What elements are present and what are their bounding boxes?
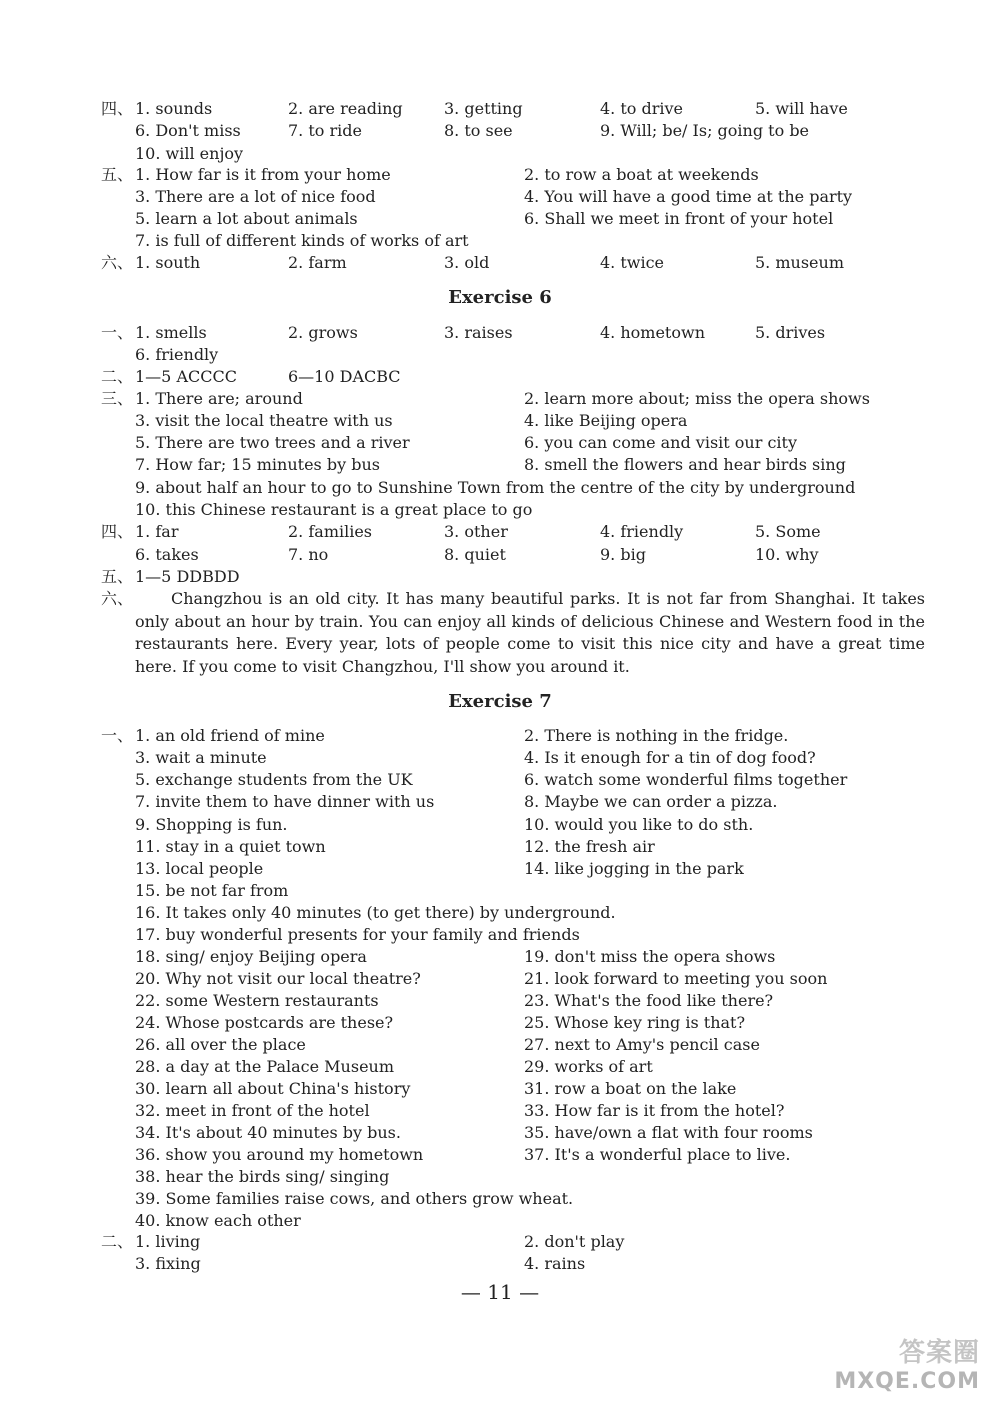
answer: 2. don't play [524,1232,625,1251]
answer: 33. How far is it from the hotel? [524,1101,785,1120]
answer: 6. Shall we meet in front of your hotel [524,209,834,228]
answer: 3. old [444,253,490,272]
section-label: 六、 [101,589,134,608]
answer: 27. next to Amy's pencil case [524,1035,760,1054]
answer: 1. How far is it from your home [135,165,391,184]
section-label: 六、 [101,253,134,272]
answer: 7. is full of different kinds of works of art [135,231,469,250]
answer: 6. Don't miss [135,121,241,140]
answer: 9. big [600,545,646,564]
answer: 6. you can come and visit our city [524,433,798,452]
section-label: 二、 [101,1232,134,1251]
section-label: 四、 [101,522,134,541]
watermark-bottom: MXQE.COM [834,1369,980,1394]
answer: 5. museum [755,253,844,272]
answer: 1. living [135,1232,201,1251]
answer: 3. other [444,522,508,541]
answer: 9. about half an hour to go to Sunshine Town from the centre of the city by underground [135,478,856,497]
answer: 7. invite them to have dinner with us [135,792,435,811]
answer: 32. meet in front of the hotel [135,1101,370,1120]
answer: 17. buy wonderful presents for your family and friends [135,925,580,944]
answer: 1. There are; around [135,389,303,408]
answer: 7. no [288,545,329,564]
answer: 2. learn more about; miss the opera shows [524,389,870,408]
answer: 28. a day at the Palace Museum [135,1057,395,1076]
answer: 23. What's the food like there? [524,991,774,1010]
answer: 40. know each other [135,1211,301,1230]
answer: 2. farm [288,253,347,272]
answer: 6. takes [135,545,199,564]
answer: 4. like Beijing opera [524,411,688,430]
answer: 10. this Chinese restaurant is a great place to go [135,500,533,519]
answer: 8. Maybe we can order a pizza. [524,792,778,811]
answer: 1. south [135,253,201,272]
answer: 38. hear the birds sing/ singing [135,1167,390,1186]
answer: 2. to row a boat at weekends [524,165,759,184]
answer: 3. getting [444,99,523,118]
answer: 9. Will; be/ Is; going to be [600,121,810,140]
section-label: 五、 [101,165,134,184]
answer: 34. It's about 40 minutes by bus. [135,1123,401,1142]
answer: 21. look forward to meeting you soon [524,969,828,988]
answer: 4. hometown [600,323,705,342]
section-label: 一、 [101,323,134,342]
answer: 4. You will have a good time at the party [524,187,853,206]
answer: 5. learn a lot about animals [135,209,358,228]
watermark-logo [834,1332,980,1394]
answer: 1—5 DDBDD [135,567,240,586]
answer: 22. some Western restaurants [135,991,379,1010]
answer: 3. There are a lot of nice food [135,187,376,206]
answer: 5. drives [755,323,826,342]
answer: 29. works of art [524,1057,653,1076]
answer: 10. will enjoy [135,144,244,163]
answer: 12. the fresh air [524,837,655,856]
answer: 8. smell the flowers and hear birds sing [524,455,846,474]
answer: 2. There is nothing in the fridge. [524,726,789,745]
answer: 7. How far; 15 minutes by bus [135,455,380,474]
answer: 7. to ride [288,121,362,140]
answer: 26. all over the place [135,1035,306,1054]
watermark-top: 答案圈 [898,1338,980,1368]
page-number: — 11 — [460,1280,540,1304]
answer: 1. smells [135,323,207,342]
answer: 10. why [755,545,819,564]
answer: 31. row a boat on the lake [524,1079,737,1098]
answer: 10. would you like to do sth. [524,815,754,834]
answer: 39. Some families raise cows, and others grow wheat. [135,1189,574,1208]
ex6-f-paragraph: Changzhou is an old city. It has many beautiful parks. It is not far from Shanghai. It takes only about an hour by train. You can enjoy all kinds of delicious Chinese and Western food in the restaurants here. Every year, lots of people come to visit this nice city and have a great time here. If you come to visit Changzhou, I'll show you around it. [135,589,925,676]
answer: 3. raises [444,323,513,342]
answer: 15. be not far from [135,881,289,900]
answer: 24. Whose postcards are these? [135,1013,394,1032]
answer: 2. families [288,522,373,541]
answer: 1—5 ACCCC [135,367,237,386]
answer: 3. wait a minute [135,748,267,767]
exercise-7-title: Exercise 7 [448,691,552,712]
answer: 9. Shopping is fun. [135,815,288,834]
answer: 6. watch some wonderful films together [524,770,848,789]
answer: 16. It takes only 40 minutes (to get there) by underground. [135,903,616,922]
answer: 18. sing/ enjoy Beijing opera [135,947,367,966]
answer: 3. fixing [135,1254,201,1273]
answer: 2. are reading [288,99,403,118]
answer: 5. will have [755,99,848,118]
answer: 14. like jogging in the park [524,859,744,878]
answer: 4. to drive [600,99,684,118]
answer: 5. Some [755,522,821,541]
answer: 5. There are two trees and a river [135,433,410,452]
answer: 8. to see [444,121,513,140]
answer: 11. stay in a quiet town [135,837,326,856]
answer: 4. rains [524,1254,586,1273]
answer: 36. show you around my hometown [135,1145,424,1164]
answer: 1. sounds [135,99,213,118]
section-label: 三、 [101,389,134,408]
answer: 19. don't miss the opera shows [524,947,776,966]
section-label: 五、 [101,567,134,586]
answer: 30. learn all about China's history [135,1079,411,1098]
answer: 1. far [135,522,179,541]
answer: 37. It's a wonderful place to live. [524,1145,791,1164]
answer: 8. quiet [444,545,506,564]
answer: 6. friendly [135,345,219,364]
section-label: 二、 [101,367,134,386]
section-label: 四、 [101,99,134,118]
answer: 2. grows [288,323,358,342]
answer: 13. local people [135,859,264,878]
answer: 35. have/own a flat with four rooms [524,1123,813,1142]
answer: 3. visit the local theatre with us [135,411,393,430]
answer: 4. twice [600,253,665,272]
answer: 25. Whose key ring is that? [524,1013,746,1032]
answer: 6—10 DACBC [288,367,401,386]
answer: 4. Is it enough for a tin of dog food? [524,748,816,767]
answer: 4. friendly [600,522,684,541]
answer: 20. Why not visit our local theatre? [135,969,421,988]
section-label: 一、 [101,726,134,745]
answer: 1. an old friend of mine [135,726,325,745]
answer: 5. exchange students from the UK [135,770,413,789]
exercise-6-title: Exercise 6 [448,287,552,308]
